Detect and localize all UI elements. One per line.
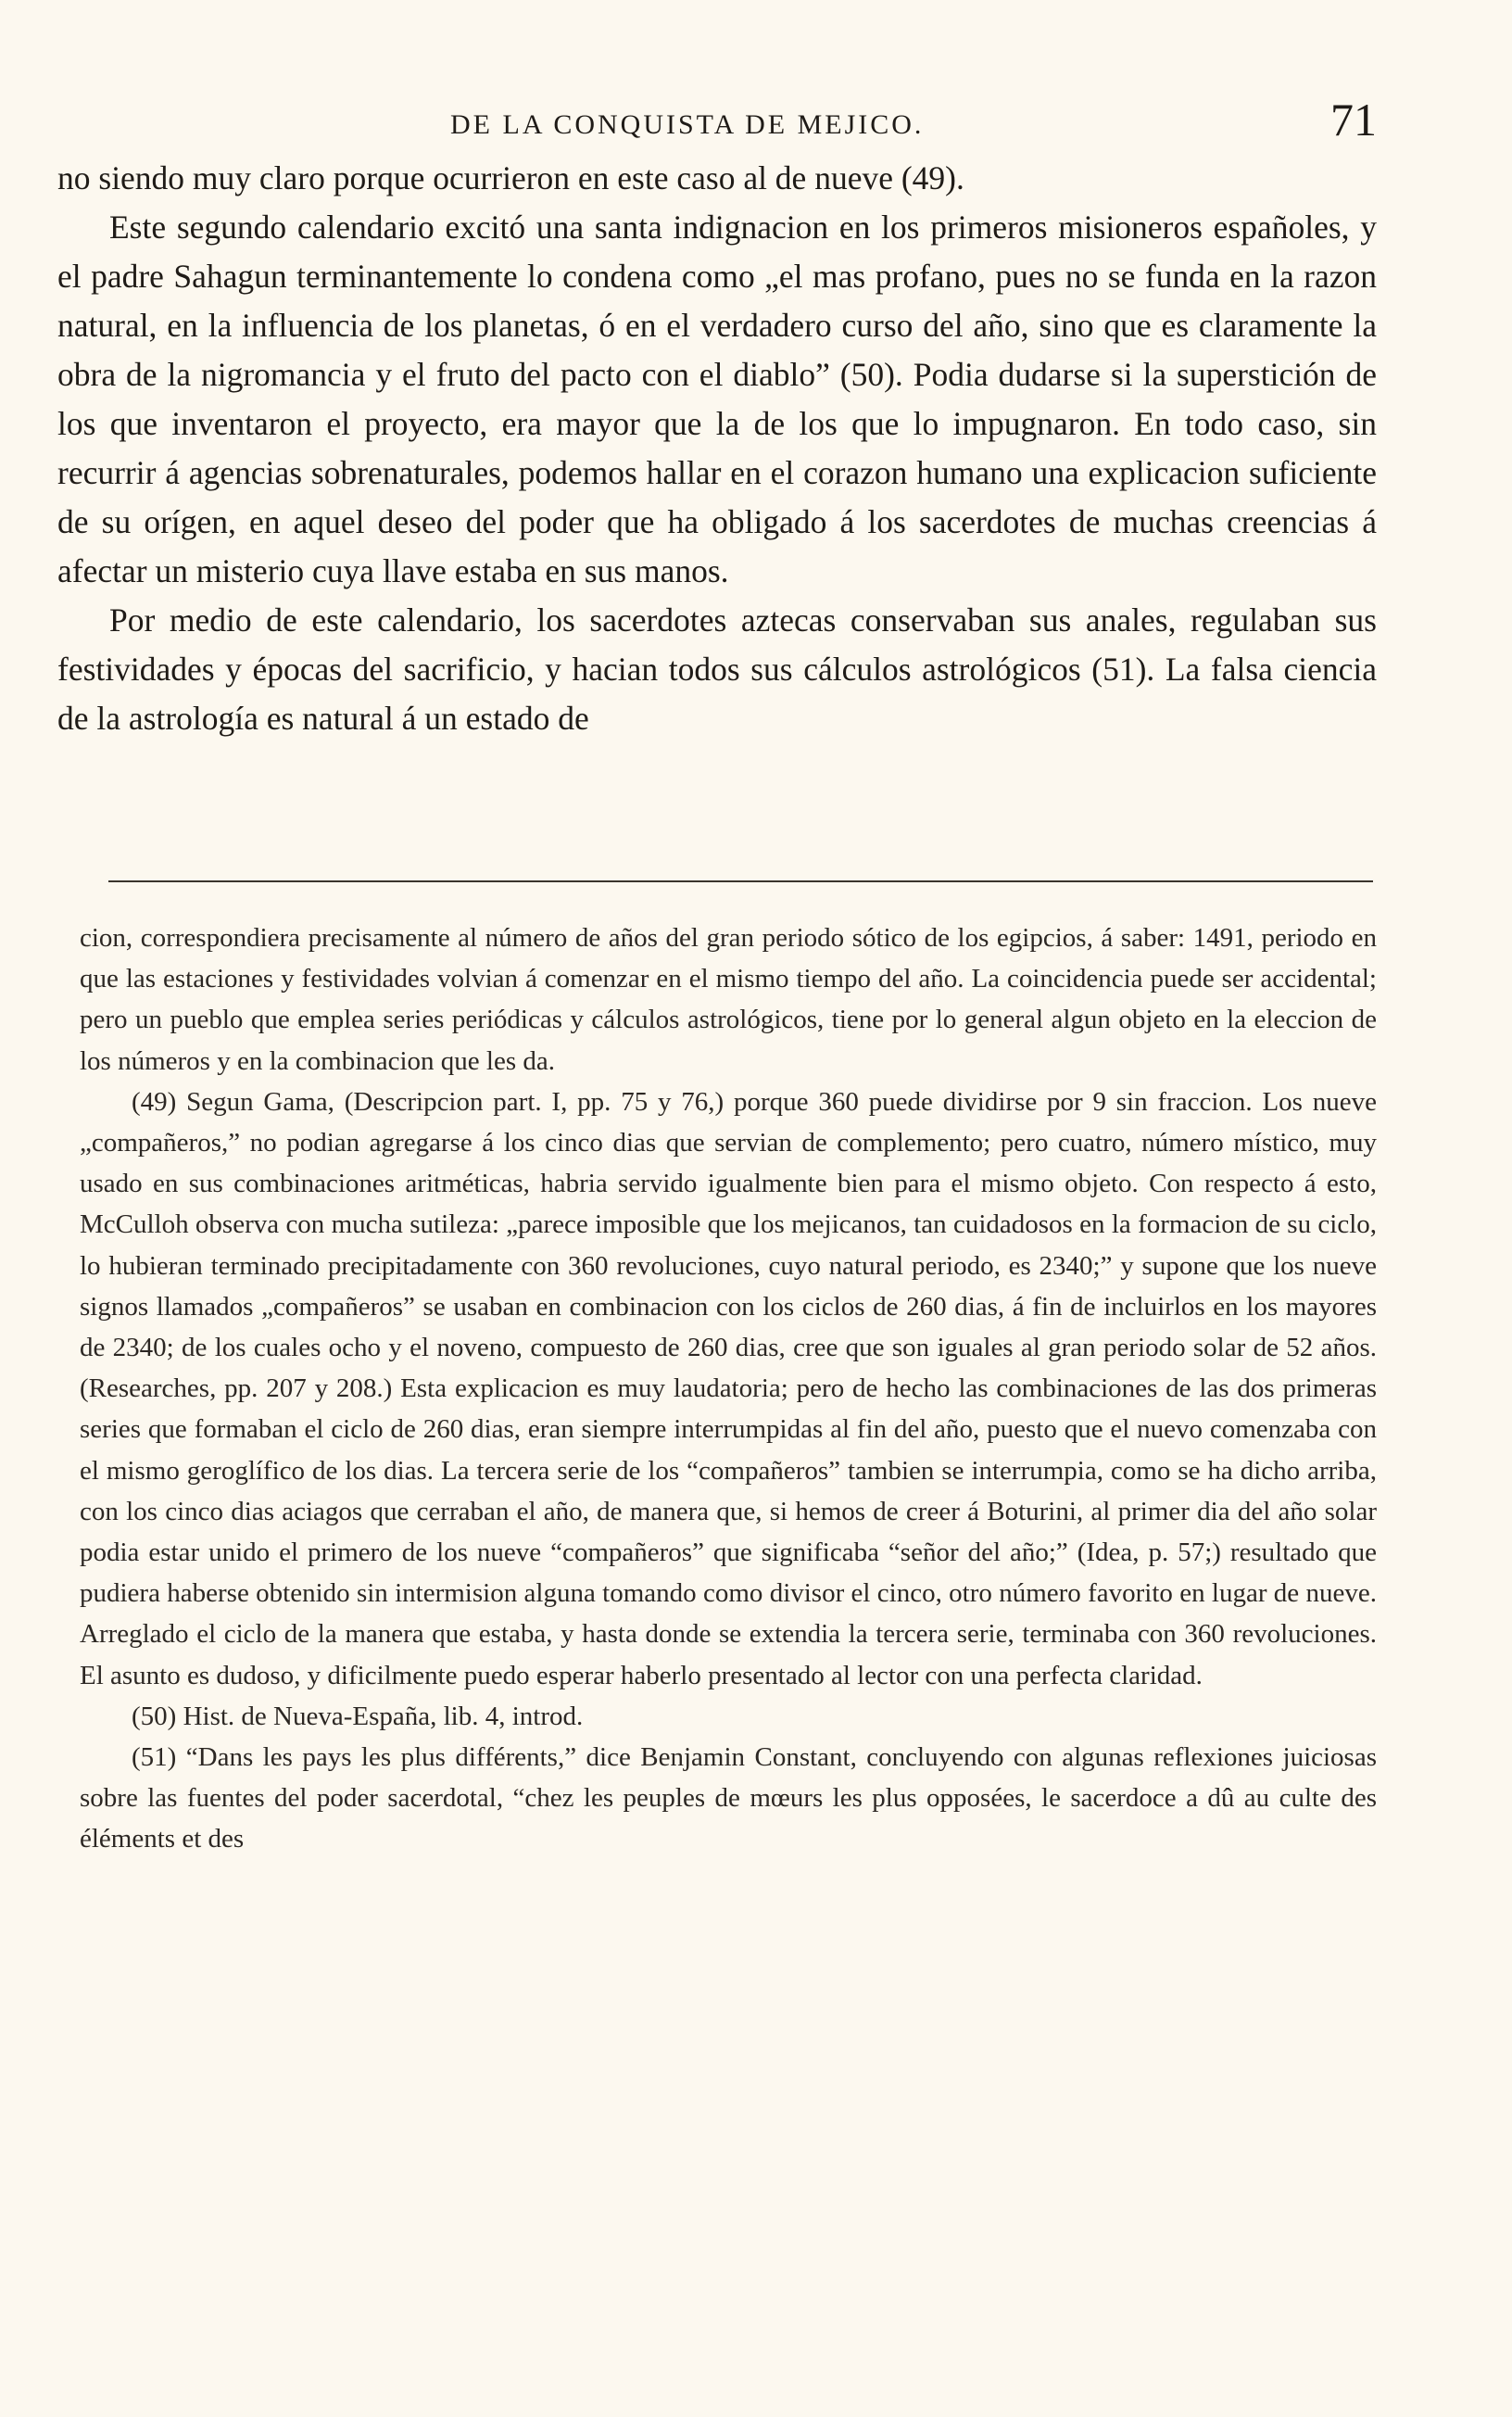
footnote-49: (49) Segun Gama, (Descripcion part. I, pp. 75 y 76,) porque 360 puede dividirse por 9 sin fraccion. Los nueve „compañeros,” no podian agregarse á los cinco dias que servian de complemento; pero cuatro, número místico, muy usado en sus combinaciones aritméticas, habria servido igualmente bien para el mismo objeto. Con respecto á esto, McCulloh observa con mucha sutileza: „parece imposible que los mejicanos, tan cuidadosos en la formacion de su ciclo, lo hubieran terminado precipitadamente con 360 revoluciones, cuyo natural periodo, es 2340;” y supone que los nueve signos llamados „compañeros” se usaban en combinacion con los ciclos de 260 dias, á fin de incluirlos en los mayores de 2340; de los cuales ocho y el noveno, compuesto de 260 dias, cree que son iguales al gran periodo solar de 52 años. (Researches, pp. 207 y 208.) Esta explicacion es muy laudatoria; pero de hecho las combinaciones de las dos primeras series que formaban el ciclo de 260 dias, eran siempre interrumpidas al fin del año, puesto que el nuevo comenzaba con el mismo geroglífico de los dias. La tercera serie de los “compañeros” tambien se interrumpia, como se ha dicho arriba, con los cinco dias aciagos que cerraban el año, de manera que, si hemos de creer á Boturini, al primer dia del año solar podia estar unido el primero de los nueve “compañeros” que significaba “señor del año;” (Idea, p. 57;) resultado que pudiera haberse obtenido sin intermision alguna tomando como divisor el cinco, otro número favorito en lugar de nueve. Arreglado el ciclo de la manera que estaba, y hasta donde se extendia la tercera serie, terminaba con 360 revoluciones. El asunto es dudoso, y dificilmente puedo esperar haberlo presentado al lector con una perfecta claridad. [80, 1086, 1377, 1690]
footnote-separator [108, 880, 1373, 882]
body-paragraph: Por medio de este calendario, los sacerdotes aztecas conservaban sus anales, regulaban sus festividades y épocas del sacrificio, y hacian todos sus cálculos astrológicos (51). La falsa ciencia de la astrología es natural á un estado de [57, 601, 1377, 737]
page-header [80, 96, 1377, 161]
footnote-51: (51) “Dans les pays les plus différents,” dice Benjamin Constant, concluyendo con algunas reflexiones juiciosas sobre las fuentes del poder sacerdotal, “chez les peuples de mœurs les plus opposées, le sacerdoce a dû au culte des éléments et des [80, 1742, 1377, 1854]
page-number: 71 [1330, 94, 1377, 146]
body-paragraph: no siendo muy claro porque ocurrieron en este caso al de nueve (49). [57, 159, 964, 196]
footnote-50: (50) Hist. de Nueva-España, lib. 4, introd. [132, 1701, 584, 1731]
footnote-continuation: cion, correspondiera precisamente al número de años del gran periodo sótico de los egipcios, á saber: 1491, periodo en que las estaciones y festividades volvian á comenzar en el mismo tiempo del año. La coincidencia puede ser accidental; pero un pueblo que emplea series periódicas y cálculos astrológicos, tiene por lo general algun objeto en la eleccion de los números y en la combinacion que les da. [80, 923, 1377, 1076]
body-paragraph: Este segundo calendario excitó una santa indignacion en los primeros misioneros españoles, y el padre Sahagun terminantemente lo condena como „el mas profano, pues no se funda en la razon natural, en la influencia de los planetas, ó en el verdadero curso del año, sino que es claramente la obra de la nigromancia y el fruto del pacto con el diablo” (50). Podia dudarse si la superstición de los que inventaron el proyecto, era mayor que la de los que lo impugnaron. En todo caso, sin recurrir á agencias sobrenaturales, podemos hallar en el corazon humano una explicacion suficiente de su orígen, en aquel deseo del poder que ha obligado á los sacerdotes de muchas creencias á afectar un misterio cuya llave estaba en sus manos. [57, 209, 1377, 589]
main-text [57, 154, 1377, 743]
footnotes [80, 917, 1377, 1860]
running-head: DE LA CONQUISTA DE MEJICO. [450, 109, 925, 140]
